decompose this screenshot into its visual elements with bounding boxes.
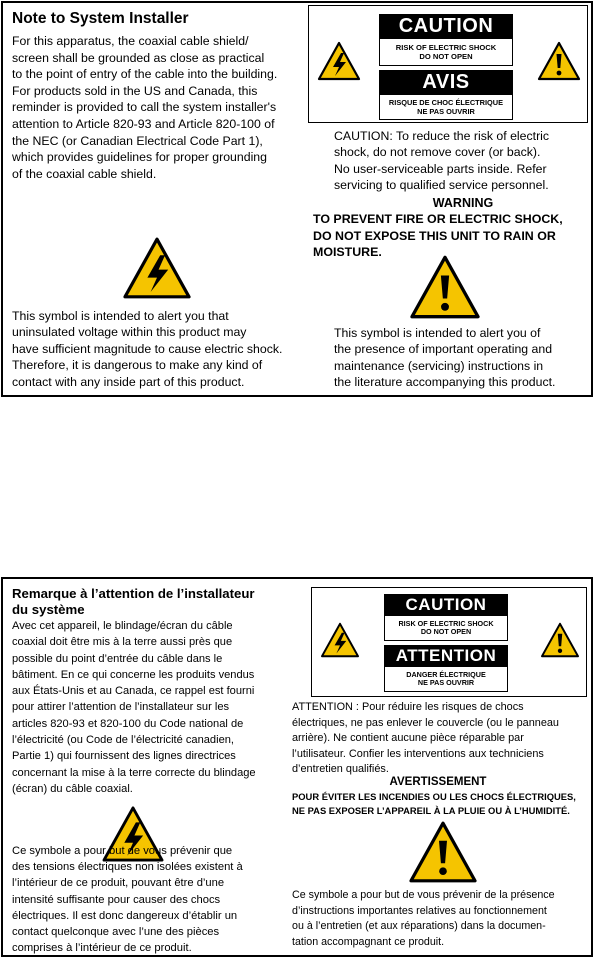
- text-line: which provides guidelines for proper grounding: [12, 150, 267, 165]
- text-line: Partie 1) qui fournissent des lignes directrices: [12, 750, 236, 763]
- text-line: (écran) du câble coaxial.: [12, 782, 133, 795]
- text-line: the NEC (or Canadian Electrical Code Part 1),: [12, 133, 263, 148]
- text-line: This symbol is intended to alert you of: [334, 326, 541, 340]
- lightning-warning-icon: [320, 622, 360, 658]
- text-line: RISK OF ELECTRIC SHOCK: [395, 43, 497, 52]
- attention-subtext: [384, 666, 508, 692]
- text-line: Ce symbole a pour but de vous prévenir que: [12, 845, 233, 857]
- text-line: tation accompagnant ce produit.: [292, 935, 445, 948]
- text-line: to the point of entry of the cable into the building.: [12, 67, 278, 82]
- installer-note-title: Note to System Installer: [12, 10, 189, 27]
- warning-title: WARNING: [432, 196, 494, 210]
- lightning-warning-icon: [317, 41, 361, 81]
- caution-label: [311, 587, 587, 697]
- text-line: servicing to qualified service personnel.: [334, 178, 549, 193]
- caution-description: [334, 128, 549, 194]
- text-line: This symbol is intended to alert you that: [12, 309, 229, 323]
- text-line: the literature accompanying this product.: [334, 375, 556, 390]
- text-line: coaxial doit être mis à la terre aussi près que: [12, 636, 233, 649]
- text-line: d’entretien qualifiés.: [292, 763, 389, 776]
- shock-symbol-description: [12, 843, 243, 956]
- text-line: reminder is provided to call the system installer's: [12, 100, 277, 115]
- text-line: Avec cet appareil, le blindage/écran du câble: [12, 620, 233, 632]
- avis-heading: AVIS: [379, 70, 513, 94]
- text-line: the presence of important operating and: [334, 342, 553, 357]
- text-line: NE PAS EXPOSER L’APPAREIL À LA PLUIE OU À L’HUMIDITÉ.: [292, 804, 570, 816]
- text-line: concernant la mise à la terre correcte du blindage: [12, 766, 256, 779]
- text-line: bâtiment. En ce qui concerne les produits vendus: [12, 668, 255, 681]
- caution-subtext: [384, 615, 508, 641]
- lightning-warning-icon: [121, 236, 193, 300]
- text-line: aux États-Unis et au Canada, ce rappel est fourni: [12, 685, 255, 698]
- text-line: shock, do not remove cover (or back).: [334, 145, 541, 160]
- text-line: l’utilisateur. Confier les interventions aux techniciens: [292, 747, 544, 760]
- english-notice-panel: [1, 1, 593, 397]
- text-line: For this apparatus, the coaxial cable shield/: [12, 34, 249, 48]
- text-line: ATTENTION : Pour réduire les risques de chocs: [292, 701, 524, 713]
- attention-description: [292, 700, 559, 778]
- text-line: l’électricité (ou Code de l’électricité canadien,: [12, 734, 234, 747]
- text-line: possible du point d’entrée du câble dans le: [12, 652, 223, 665]
- text-line: NE PAS OUVRIR: [417, 106, 475, 116]
- shock-symbol-description: [12, 308, 282, 390]
- text-line: Remarque à l’attention de l’installateur: [12, 586, 255, 601]
- caution-label: [308, 5, 588, 123]
- exclamation-warning-icon: [407, 254, 483, 320]
- text-line: MOISTURE.: [313, 245, 382, 260]
- text-line: ou à l’entretien (et aux réparations) dans la documen-: [292, 920, 546, 933]
- text-line: Ce symbole a pour but de vous prévenir de la présence: [292, 889, 555, 901]
- attention-heading: ATTENTION: [384, 645, 508, 666]
- installer-note-body: [12, 33, 277, 182]
- text-line: CAUTION: To reduce the risk of electric: [334, 129, 550, 143]
- caution-subtext: [379, 38, 513, 66]
- warning-body: [292, 790, 576, 818]
- text-line: have sufficient magnitude to cause electric shock.: [12, 341, 283, 356]
- installer-note-title: [12, 586, 255, 618]
- warning-title: AVERTISSEMENT: [389, 776, 487, 788]
- text-line: screen shall be grounded as close as practical: [12, 50, 265, 65]
- text-line: articles 820-93 et 820-100 du Code national de: [12, 717, 244, 730]
- text-line: No user-serviceable parts inside. Refer: [334, 161, 547, 176]
- text-line: du système: [12, 602, 85, 617]
- text-line: DO NOT OPEN: [420, 627, 472, 637]
- text-line: électriques, ne pas enlever le couvercle (ou le panneau: [292, 716, 559, 729]
- text-line: RISK OF ELECTRIC SHOCK: [398, 619, 494, 628]
- text-line: Therefore, it is dangerous to make any kind of: [12, 358, 263, 373]
- caution-heading: CAUTION: [384, 594, 508, 615]
- text-line: TO PREVENT FIRE OR ELECTRIC SHOCK,: [313, 212, 563, 226]
- text-line: comprises à l’intérieur de ce produit.: [12, 942, 192, 955]
- text-line: maintenance (servicing) instructions in: [334, 358, 544, 373]
- french-notice-panel: [1, 577, 593, 957]
- text-line: NE PAS OUVRIR: [417, 678, 475, 688]
- text-line: intensité suffisante pour causer des chocs: [12, 893, 221, 906]
- text-line: l’intérieur de ce produit, pouvant être d’une: [12, 877, 225, 890]
- exclaim-symbol-description: [292, 888, 555, 950]
- exclamation-warning-icon: [407, 820, 479, 884]
- text-line: DO NOT OPEN: [419, 51, 473, 61]
- text-line: des tensions électriques non isolées existent à: [12, 861, 243, 874]
- text-line: arrière). Ne contient aucune pièce réparable par: [292, 732, 524, 745]
- text-line: DANGER ÉLECTRIQUE: [406, 670, 486, 679]
- exclamation-warning-icon: [537, 41, 581, 81]
- text-line: For products sold in the US and Canada, this: [12, 83, 258, 98]
- text-line: électriques. Il est donc dangereux d’établir un: [12, 909, 238, 922]
- text-line: contact quelconque avec l’une des pièces: [12, 926, 220, 939]
- text-line: uninsulated voltage within this product may: [12, 325, 247, 340]
- avis-subtext: [379, 94, 513, 120]
- text-line: of the coaxial cable shield.: [12, 166, 157, 181]
- text-line: RISQUE DE CHOC ÉLECTRIQUE: [388, 98, 504, 107]
- text-line: POUR ÉVITER LES INCENDIES OU LES CHOCS ÉLECTRIQUES,: [292, 791, 576, 802]
- text-line: pour attirer l’attention de l’installateur sur les: [12, 701, 230, 714]
- caution-heading: CAUTION: [379, 14, 513, 38]
- exclamation-warning-icon: [540, 622, 580, 658]
- text-line: attention to Article 820-93 and Article 820-100 of: [12, 116, 275, 131]
- text-line: contact with any inside part of this product.: [12, 374, 245, 389]
- text-line: d’instructions importantes relatives au fonctionnement: [292, 904, 547, 917]
- exclaim-symbol-description: [334, 325, 555, 391]
- text-line: DO NOT EXPOSE THIS UNIT TO RAIN OR: [313, 228, 556, 243]
- installer-note-body: [12, 618, 256, 797]
